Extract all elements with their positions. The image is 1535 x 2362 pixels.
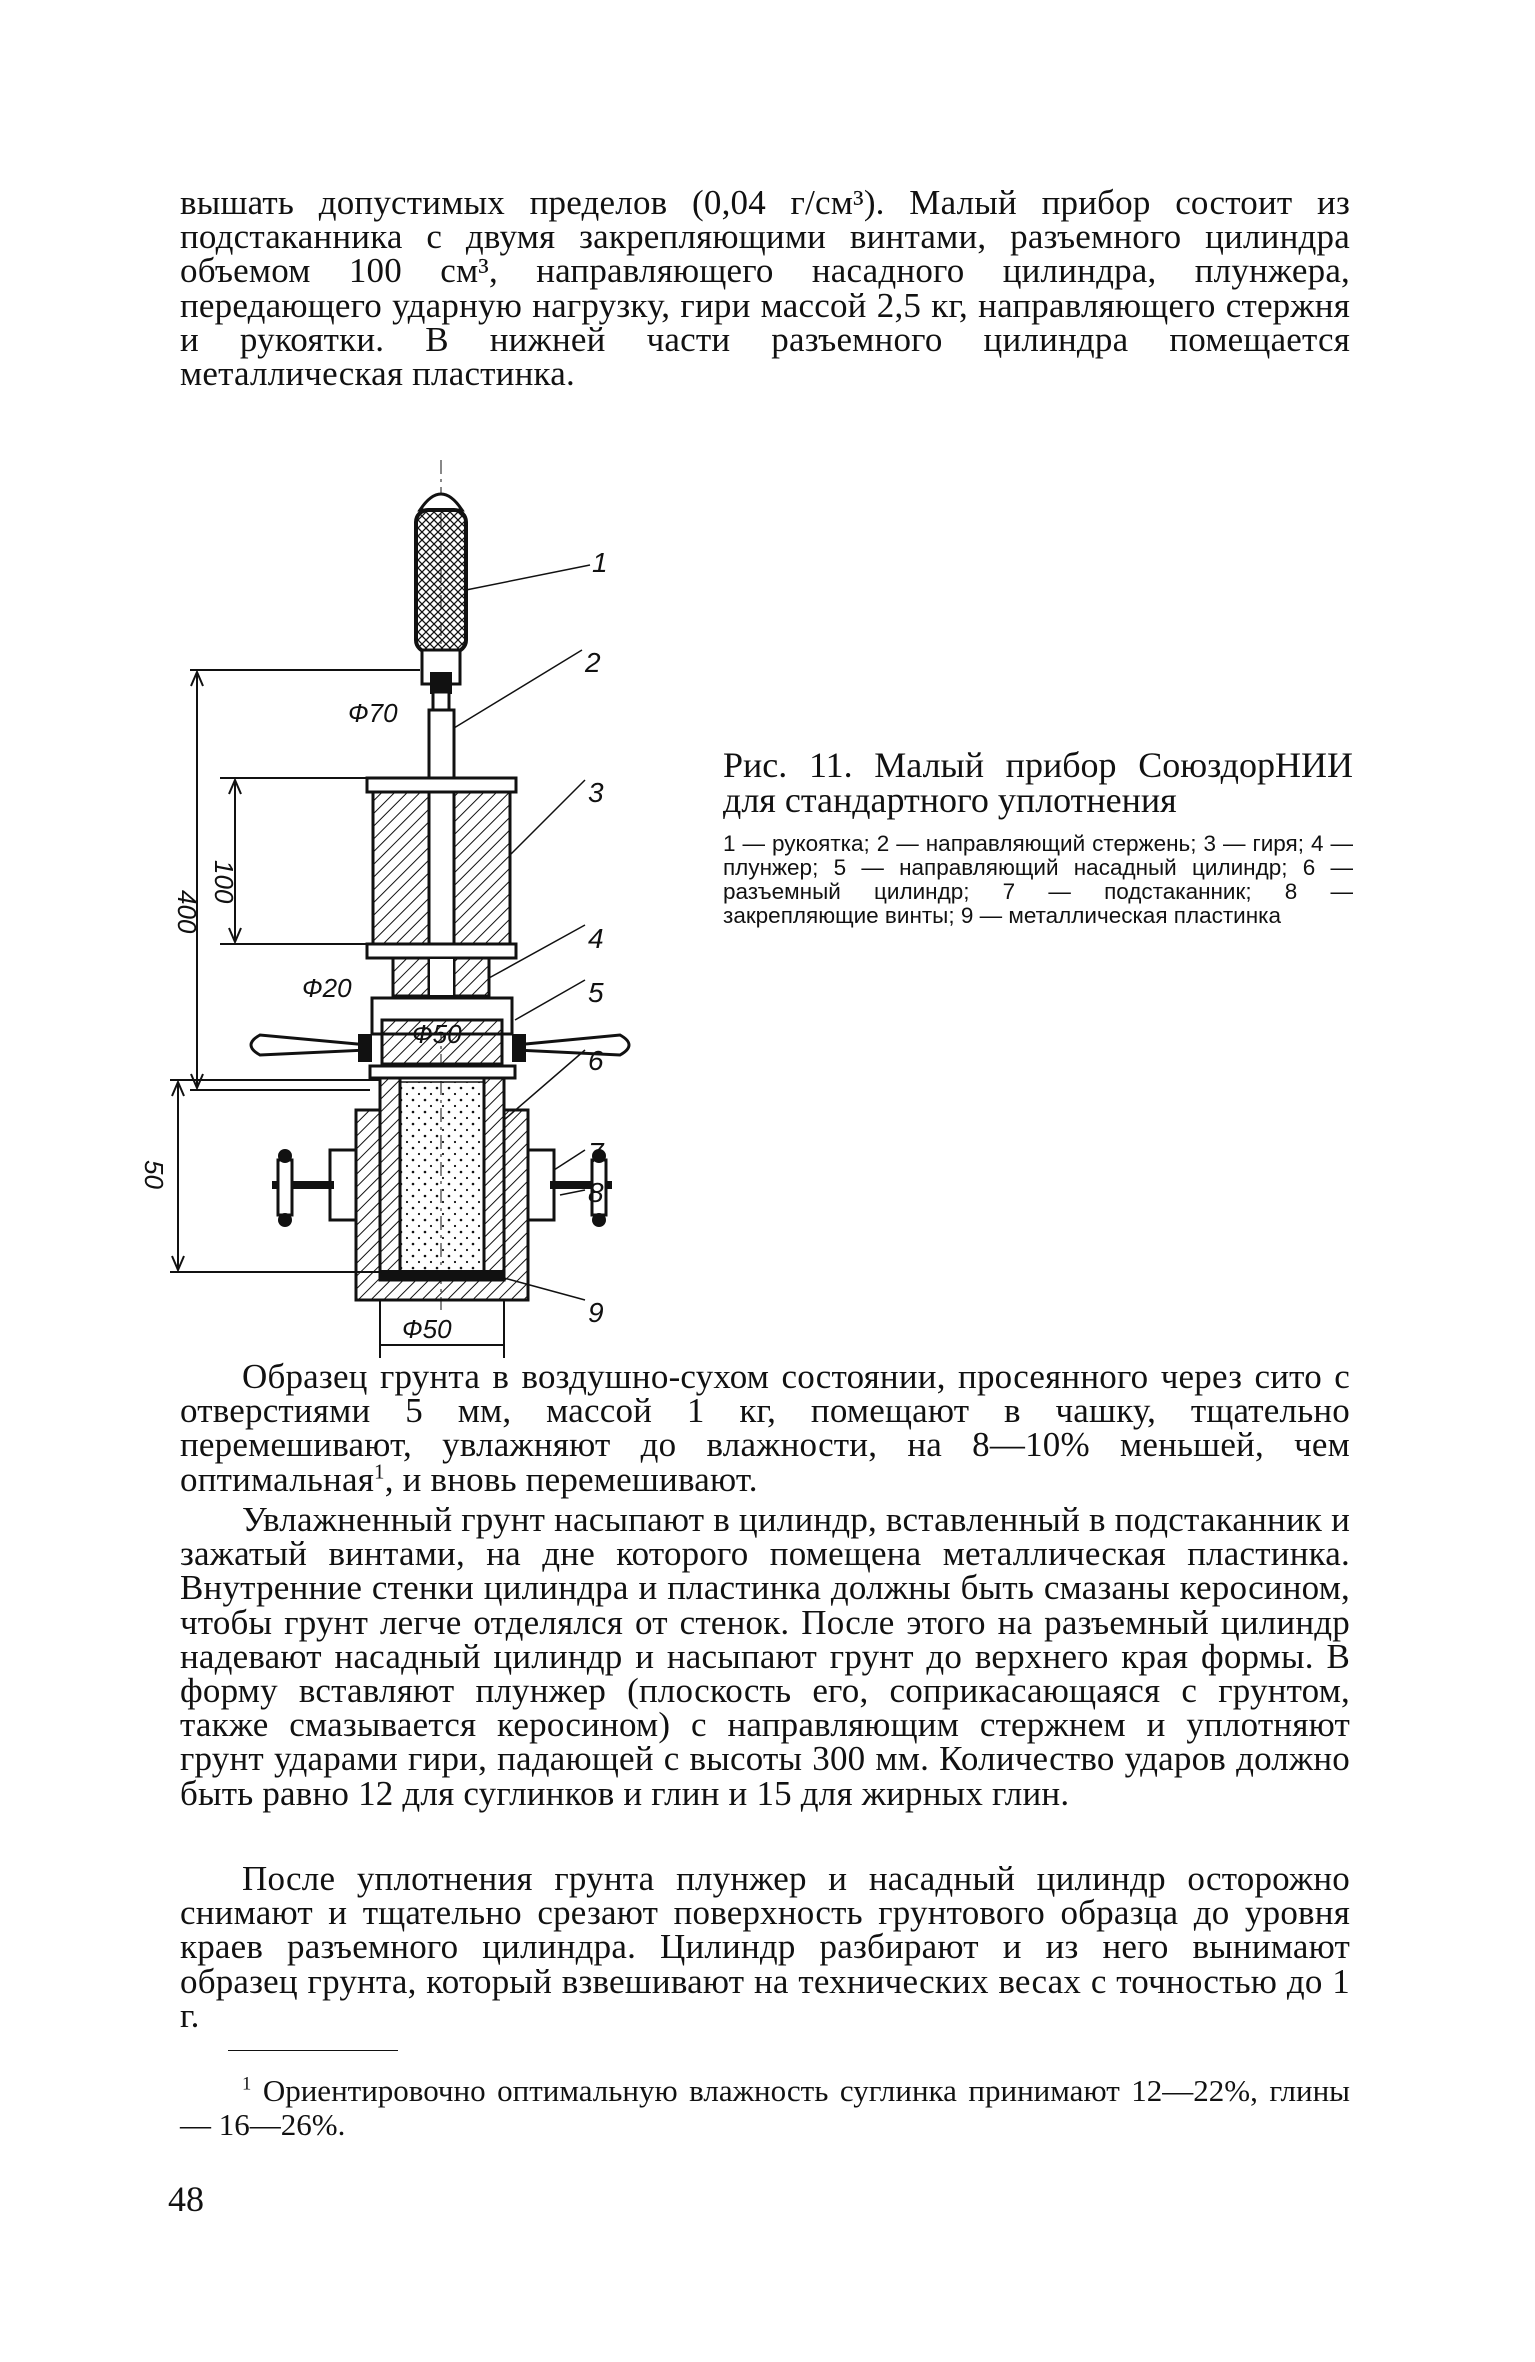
callout-5: 5	[588, 977, 604, 1008]
handle-part	[416, 494, 466, 714]
metal-plate	[380, 1270, 504, 1280]
callout-4: 4	[588, 923, 604, 954]
footnote-text: Ориентировочно оптимальную влажность суглинка принимают 12—22%, глины — 16—26%.	[180, 2073, 1350, 2142]
footnote-divider	[228, 2050, 398, 2051]
footnote	[180, 2074, 1350, 2142]
callout-1: 1	[592, 547, 608, 578]
split-cylinder	[380, 1078, 504, 1278]
callout-9: 9	[588, 1297, 604, 1328]
footnote-marker: 1	[242, 2073, 252, 2095]
caption-legend: 1 — рукоятка; 2 — направляющий стержень; 3 — гиря; 4 — плунжер; 5 — направляющий насадный цилиндр; 6 — разъемный цилиндр; 7 — подстаканник; 8 — закрепляющие винты; 9 — металлическая пластинка	[723, 831, 1353, 928]
apparatus-figure	[139, 460, 650, 1344]
paragraph-1	[180, 1357, 1350, 1499]
footnote-ref: 1	[374, 1458, 385, 1483]
dim-h100: 100	[209, 860, 239, 904]
paragraph-1-tail: , и вновь перемешивают.	[384, 1459, 758, 1499]
dim-d50-bottom: Ф50	[402, 1314, 452, 1344]
paragraph-3: После уплотнения грунта плунжер и насадный цилиндр осторожно снимают и тщательно срезают поверхность грунтового образца до уровня краев разъемного цилиндра. Цилиндр разбирают и из него вынимают образец грунта, который взвешивают на технических весах с точностью до 1 г.	[180, 1859, 1350, 2035]
callout-7: 7	[588, 1137, 604, 1168]
dim-d70: Ф70	[348, 698, 398, 728]
figure-caption	[723, 745, 1353, 928]
dim-d50-top: Ф50	[412, 1019, 462, 1049]
caption-title: Рис. 11. Малый прибор СоюздорНИИ для стандартного уплотнения	[723, 745, 1353, 820]
dim-h400: 400	[172, 890, 202, 934]
paragraph-2: Увлажненный грунт насыпают в цилиндр, вставленный в подстаканник и зажатый винтами, на дне которого помещена металлическая пластинка. Внутренние стенки цилиндра и пластинка должны быть смазаны керосином, чтобы грунт легче отделялся от стенок. После этого на разъемный цилиндр надевают насадный цилиндр и насыпают грунт до верхнего края формы. В форму вставляют плунжер (плоскость его, соприкасающаяся с грунтом, также смазывается керосином) с направляющим стержнем и уплотняют грунт ударами гири, падающей с высоты 300 мм. Количество ударов должно быть равно 12 для суглинков и глин и 15 для жирных глин.	[180, 1500, 1350, 1813]
right-side-handle	[515, 1035, 629, 1055]
callout-2: 2	[585, 647, 601, 678]
paragraph-1-text: Образец грунта в воздушно-сухом состоянии, просеянного через сито с отверстиями 5 мм, массой 1 кг, помещают в чашку, тщательно перемешивают, увлажняют до влажности, на 8—10% меньшей, чем оптимальная	[180, 1357, 1350, 1499]
left-side-handle	[251, 1035, 368, 1055]
page-number: 48	[168, 2179, 204, 2219]
dim-h50: 50	[139, 1160, 169, 1189]
continued-paragraph: вышать допустимых пределов (0,04 г/см³). Малый прибор состоит из подстаканника с двумя закрепляющими винтами, разъемного цилиндра объемом 100 см³, направляющего насадного цилиндра, плунжера, передающего ударную нагрузку, гири массой 2,5 кг, направляющего стержня и рукоятки. В нижней части разъемного цилиндра помещается металлическая пластинка.	[180, 183, 1350, 394]
callout-6: 6	[588, 1045, 604, 1076]
callout-8: 8	[588, 1177, 604, 1208]
callout-3: 3	[588, 777, 604, 808]
dim-d20: Ф20	[302, 973, 352, 1003]
